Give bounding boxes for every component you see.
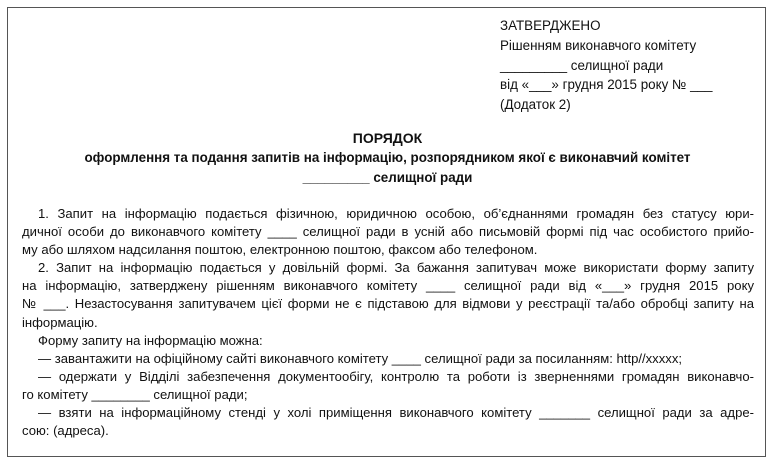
paragraph-1-line-1: 1. Запит на інформацію подається фізичною, юридичною особою, об’єднаннями громадян без статусу юри- [38, 206, 754, 221]
list-item-stand-line-2: сою: (адреса). [22, 423, 109, 439]
approval-date: від «___» грудня 2015 року № ___ [500, 77, 713, 93]
title-subtitle-line2: _________ селищної ради [302, 170, 473, 185]
paragraph-2-line-2: на інформацію, затверджену рішенням виконавчого комітету ____ селищної ради від «___» грудня 2015 року [22, 278, 754, 294]
document-body [22, 205, 754, 440]
document-title [0, 128, 775, 188]
approval-stamp [500, 16, 760, 115]
paragraph-3-line-1: Форму запиту на інформацію можна: [38, 332, 263, 348]
list-item-download: — завантажити на офіційному сайті виконавчого комітету ____ селищної ради за посиланням: http//xxxxx; [38, 350, 683, 366]
approval-appendix: (Додаток 2) [500, 97, 571, 113]
list-item-obtain-line-1: — одержати у Відділі забезпечення документообігу, контролю та роботи із зверненнями громадян виконавчо- [38, 368, 754, 384]
paragraph-2-line-1: 2. Запит на інформацію подається у довільній формі. За бажання запитувач може використати форму запиту [38, 260, 754, 276]
approval-heading: ЗАТВЕРДЖЕНО [500, 18, 601, 33]
title-subtitle-line1: оформлення та подання запитів на інформацію, розпорядником якої є виконавчий комітет [84, 150, 691, 165]
paragraph-2-line-3: № ___. Незастосування запитувачем цієї форми не є підставою для відмови у реєстрації та/або обробці запиту на [22, 296, 754, 312]
list-item-obtain-line-2: го комітету ________ селищної ради; [22, 386, 248, 402]
paragraph-2-line-4: інформацію. [22, 314, 98, 330]
approval-council: _________ селищної ради [500, 57, 664, 73]
approval-decision: Рішенням виконавчого комітету [500, 37, 697, 53]
paragraph-1-line-3: му або шляхом надсилання поштою, електронною поштою, факсом або телефоном. [22, 242, 538, 258]
title-heading: ПОРЯДОК [352, 130, 423, 146]
list-item-stand-line-1: — взяти на інформаційному стенді у холі приміщення виконавчого комітету _______ селищної ради за адре- [38, 405, 754, 421]
paragraph-1-line-2: дичної особи до виконавчого комітету ____ селищної ради в усній або письмовій формі під час особистого прийо- [22, 224, 754, 240]
